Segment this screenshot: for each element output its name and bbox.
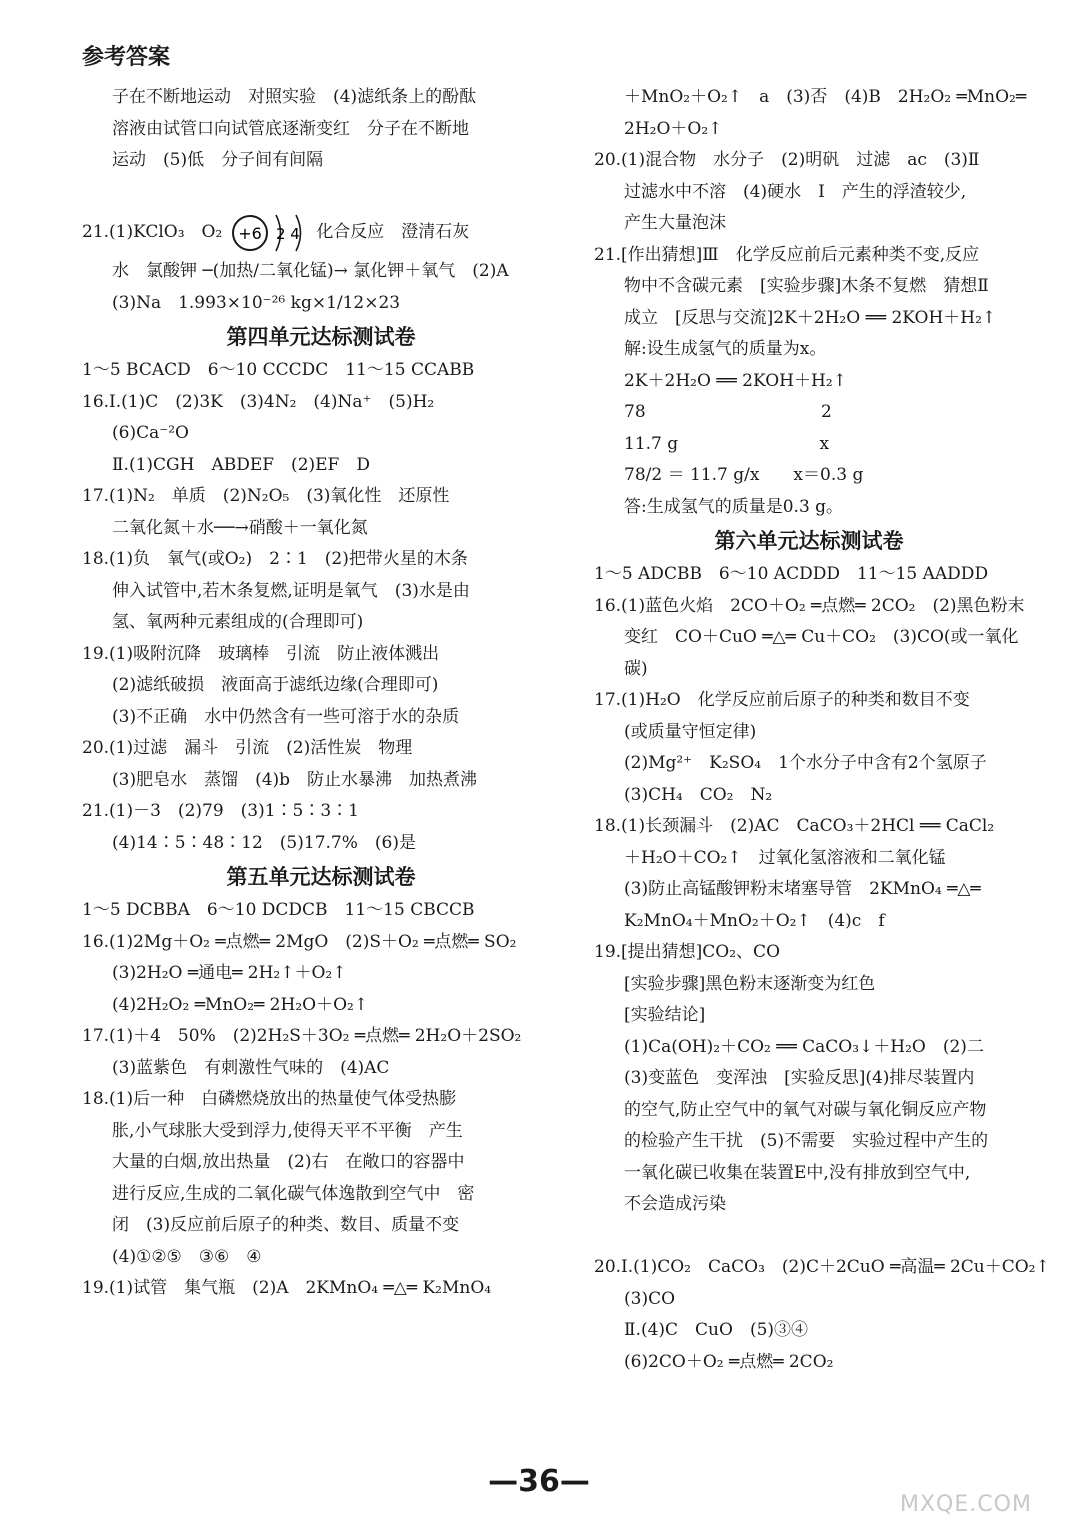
answer-line: (3)蓝紫色 有刺激性气味的 (4)AC (112, 1057, 390, 1078)
answer-line: 氢、氧两种元素组成的(合理即可) (112, 612, 364, 632)
answer-line: ＋H₂O＋CO₂↑ 过氧化氢溶液和二氧化锰 (624, 847, 946, 868)
answer-line: 二氧化氮＋水──→硝酸＋一氧化氮 (112, 517, 368, 538)
answer-line: 物中不含碳元素 [实验步骤]木条不复燃 猜想Ⅱ (624, 276, 989, 296)
page-number: —36— (488, 1464, 590, 1499)
answer-line: 19.(1)吸附沉降 玻璃棒 引流 防止液体溅出 (82, 643, 440, 664)
answer-line: 进行反应,生成的二氧化碳气体逸散到空气中 密 (112, 1183, 475, 1204)
answer-line: 1～5 DCBBA 6～10 DCDCB 11～15 CBCCB (82, 900, 475, 920)
page-header: 参考答案 (82, 45, 171, 70)
answer-line: Ⅱ.(1)CGH ABDEF (2)EF D (112, 454, 370, 475)
answer-line: 的检验产生干扰 (5)不需要 实验过程中产生的 (624, 1131, 989, 1151)
answer-line: 20.Ⅰ.(1)CO₂ CaCO₃ (2)C＋2CuO ═高温═ 2Cu＋CO₂↑ (594, 1257, 1050, 1277)
answer-line: 20.(1)混合物 水分子 (2)明矾 过滤 ac (3)Ⅱ (594, 150, 980, 170)
answer-line: (3)肥皂水 蒸馏 (4)b 防止水暴沸 加热煮沸 (112, 769, 478, 790)
answer-text: 21.(1)KClO₃ O₂ (82, 222, 223, 242)
answer-line: 答:生成氢气的质量是0.3 g。 (624, 496, 844, 517)
answer-line: (1)Ca(OH)₂＋CO₂ ══ CaCO₃↓＋H₂O (2)二 (624, 1036, 984, 1057)
atom-structure-diagram (230, 211, 308, 255)
answer-line: 大量的白烟,放出热量 (2)右 在敞口的容器中 (112, 1152, 465, 1172)
answer-line: 17.(1)N₂ 单质 (2)N₂O₅ (3)氧化性 还原性 (82, 486, 450, 506)
answer-line: 16.(1)2Mg＋O₂ ═点燃═ 2MgO (2)S＋O₂ ═点燃═ SO₂ (82, 931, 517, 952)
answer-line: (3)不正确 水中仍然含有一些可溶于水的杂质 (112, 706, 460, 727)
answer-line: (6)Ca⁻²O (112, 423, 189, 443)
answer-line: 不会造成污染 (624, 1194, 726, 1214)
answer-line: 11.7 g x (624, 433, 830, 454)
answer-line: 16.(1)蓝色火焰 2CO＋O₂ ═点燃═ 2CO₂ (2)黑色粉末 (594, 595, 1025, 616)
section-title: 第五单元达标测试卷 (226, 865, 416, 889)
answer-line: ＋MnO₂＋O₂↑ a (3)否 (4)B 2H₂O₂ ═MnO₂═ (624, 87, 1027, 107)
answer-line: (3)2H₂O ═通电═ 2H₂↑＋O₂↑ (112, 963, 347, 983)
section-title: 第四单元达标测试卷 (226, 325, 416, 349)
right-column (594, 82, 1050, 1378)
answer-line: 21.[作出猜想]Ⅲ 化学反应前后元素种类不变,反应 (594, 244, 980, 265)
answer-line: (2)Mg²⁺ K₂SO₄ 1个水分子中含有2个氢原子 (624, 753, 987, 773)
answer-line (82, 208, 560, 256)
answer-line: 运动 (5)低 分子间有间隔 (112, 150, 324, 170)
answer-line: 1～5 BCACD 6～10 CCCDC 11～15 CCABB (82, 360, 475, 380)
answer-line: (4)14∶5∶48∶12 (5)17.7% (6)是 (112, 832, 416, 853)
answer-line: 伸入试管中,若木条复燃,证明是氧气 (3)水是由 (112, 580, 470, 601)
answer-line: 过滤水中不溶 (4)硬水 Ⅰ 产生的浮渣较少, (624, 181, 967, 202)
answer-line: 水 氯酸钾 ─(加热/二氧化锰)→ 氯化钾＋氧气 (2)A (112, 261, 509, 281)
answer-line: 变红 CO＋CuO ═△═ Cu＋CO₂ (3)CO(或一氧化 (624, 627, 1019, 647)
answer-line: [实验步骤]黑色粉末逐渐变为红色 (624, 973, 876, 994)
answer-line: [实验结论] (624, 1005, 706, 1025)
answer-line: K₂MnO₄＋MnO₂＋O₂↑ (4)c f (624, 910, 885, 931)
answer-line: 成立 [反思与交流]2K＋2H₂O ══ 2KOH＋H₂↑ (624, 307, 997, 328)
left-column (82, 82, 560, 1305)
answer-line: (2)滤纸破损 液面高于滤纸边缘(合理即可) (112, 675, 439, 695)
answer-line: 17.(1)H₂O 化学反应前后原子的种类和数目不变 (594, 690, 970, 710)
answer-line: Ⅱ.(4)C CuO (5)③④ (624, 1320, 809, 1340)
answer-line: 解:设生成氢气的质量为x。 (624, 339, 827, 359)
spacer (82, 177, 560, 209)
answer-line: 1～5 ADCBB 6～10 ACDDD 11～15 AADDD (594, 564, 989, 584)
answer-line: 子在不断地运动 对照实验 (4)滤纸条上的酚酞 (112, 87, 477, 107)
answer-line: 18.(1)长颈漏斗 (2)AC CaCO₃＋2HCl ══ CaCl₂ (594, 816, 995, 836)
answer-line: (4)①②⑤ ③⑥ ④ (112, 1246, 262, 1267)
answer-line: 18.(1)后一种 白磷燃烧放出的热量使气体受热膨 (82, 1089, 457, 1109)
answer-line: 20.(1)过滤 漏斗 引流 (2)活性炭 物理 (82, 738, 413, 758)
answer-line: 19.[提出猜想]CO₂、CO (594, 942, 781, 962)
answer-line: 溶液由试管口向试管底逐渐变红 分子在不断地 (112, 118, 469, 139)
answer-line: (3)防止高锰酸钾粉末堵塞导管 2KMnO₄ ═△═ (624, 879, 981, 899)
answer-line: 18.(1)负 氧气(或O₂) 2∶1 (2)把带火星的木条 (82, 549, 468, 569)
answer-line: 闭 (3)反应前后原子的种类、数目、质量不变 (112, 1215, 460, 1235)
answer-line: 78/2 ＝ 11.7 g/x x＝0.3 g (624, 465, 864, 485)
answer-line: 碳) (624, 658, 648, 679)
answer-line: (4)2H₂O₂ ═MnO₂═ 2H₂O＋O₂↑ (112, 994, 369, 1015)
answer-line: (6)2CO＋O₂ ═点燃═ 2CO₂ (624, 1351, 834, 1372)
answer-line: (或质量守恒定律) (624, 721, 757, 742)
answer-line: 21.(1)－3 (2)79 (3)1∶5∶3∶1 (82, 801, 359, 821)
answer-line: 2K＋2H₂O ══ 2KOH＋H₂↑ (624, 370, 847, 391)
answer-line: 16.Ⅰ.(1)C (2)3K (3)4N₂ (4)Na⁺ (5)H₂ (82, 391, 435, 412)
spacer (594, 1221, 1024, 1253)
answer-line: (3)Na 1.993×10⁻²⁶ kg×1/12×23 (112, 292, 401, 313)
answer-line: 产生大量泡沫 (624, 213, 726, 233)
answer-line: (3)CO (624, 1288, 676, 1309)
answer-line: 78 2 (624, 402, 832, 422)
answer-line: 19.(1)试管 集气瓶 (2)A 2KMnO₄ ═△═ K₂MnO₄ (82, 1278, 492, 1298)
shell-electrons: 2 4 (276, 224, 301, 243)
section-title: 第六单元达标测试卷 (714, 529, 904, 553)
answer-line: 一氧化碳已收集在装置E中,没有排放到空气中, (624, 1162, 971, 1183)
answer-line: (3)变蓝色 变浑浊 [实验反思](4)排尽装置内 (624, 1068, 975, 1088)
answer-line: 2H₂O＋O₂↑ (624, 118, 723, 139)
answer-line: 的空气,防止空气中的氧气对碳与氧化铜反应产物 (624, 1099, 987, 1120)
nuclear-charge: +6 (238, 223, 263, 243)
answer-line: (3)CH₄ CO₂ N₂ (624, 784, 773, 805)
answer-line: 胀,小气球胀大受到浮力,使得天平不平衡 产生 (112, 1120, 463, 1141)
watermark: MXQE.COM (900, 1492, 1032, 1517)
answer-line: 17.(1)＋4 50% (2)2H₂S＋3O₂ ═点燃═ 2H₂O＋2SO₂ (82, 1026, 522, 1046)
answer-text: 化合反应 澄清石灰 (316, 222, 470, 242)
